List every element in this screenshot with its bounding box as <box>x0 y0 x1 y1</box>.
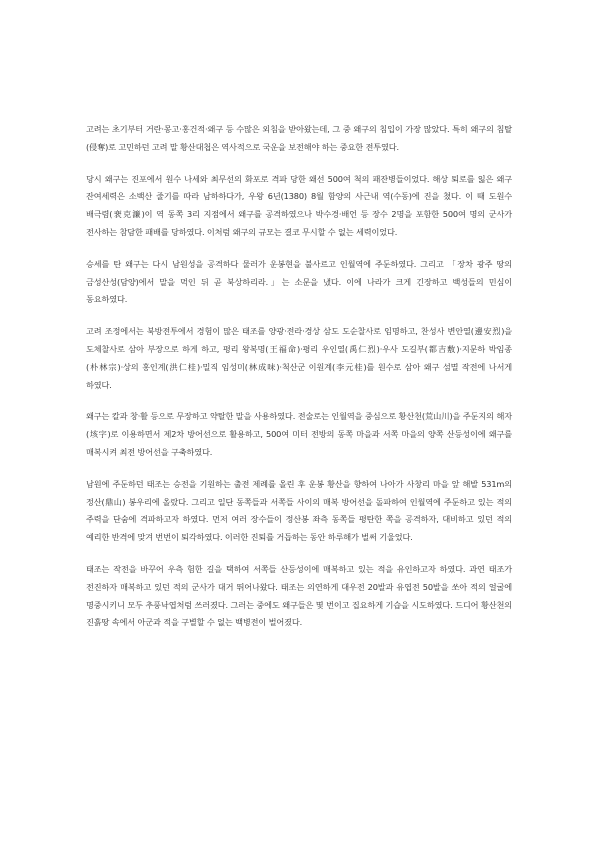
paragraph-intro: 고려는 초기부터 거란·몽고·홍건적·왜구 등 수많은 외침을 받아왔는데, 그 중 왜구의 침입이 가장 많았다. 특히 왜구의 침탈(侵奪)로 고민하던 고려 말 황산대첩은 역사적으로 국운을 보전해야 하는 중요한 전투였다. <box>86 124 512 152</box>
paragraph-ambush-battle: 태조는 작전을 바꾸어 우측 험한 길을 택하여 서쪽들 산등성이에 매복하고 있는 적을 유인하고자 하였다. 과연 태조가 전진하자 매복하고 있던 적의 군사가 대거 뛰어나왔다. 태조는 의연하게 대우전 20발과 유엽전 50발을 쏘아 적의 얼굴에 명중시키니 모두 추풍낙엽처럼 쓰러졌다. 그러는 중에도 왜구들은 몇 번이고 집요하게 기습을 시도하였다. 드디어 황산천의 진흙땅 속에서 아군과 적을 구별할 수 없는 백병전이 벌어졌다. <box>86 563 512 628</box>
paragraph-pirate-tactics: 왜구는 칼과 창·활 등으로 무장하고 약탈한 말을 사용하였다. 전술로는 인월역을 중심으로 황산천(荒山川)을 주둔지의 해자(垓字)로 이용하면서 제2차 방어선으로 활용하고, 500여 미터 전방의 동쪽 마을과 서쪽 마을의 양쪽 산등성이에 왜구를 매복시켜 최전 방어선을 구축하였다. <box>86 411 512 457</box>
paragraph-jinpo-remnants: 당시 왜구는 진포에서 원수 나세와 최무선의 화포로 격파 당한 왜선 500여 척의 패잔병들이었다. 해상 퇴로를 잃은 왜구 잔여세력은 소백산 줄기를 따라 남하하다가, 우왕 6년(1380) 8월 함양의 사근내 역(수동)에 진을 쳤다. 이 때 도원수 배극렴(裵克濂)이 역 동쪽 3리 지점에서 왜구를 공격하였으나 박수경·배언 등 장수 2명을 포함한 500여 명의 군사가 전사하는 참담한 패배를 당하였다. 이처럼 왜구의 규모는 결코 무시할 수 없는 세력이었다. <box>86 173 512 237</box>
paragraph-inwol-station: 승세를 탄 왜구는 다시 남원성을 공격하다 물러가 운봉현을 불사르고 인월역에 주둔하였다. 그리고 「장차 광주 땅의 금성산성(담양)에서 말을 먹인 뒤 곧 북상하리라.」는 소문을 냈다. 이에 나라가 크게 긴장하고 백성들의 민심이 동요하였다. <box>86 258 512 305</box>
document-body <box>86 121 512 646</box>
paragraph-jeongsan-attack: 남원에 주둔하던 태조는 승전을 기원하는 출전 제례를 올린 후 운봉 황산을 향하여 나아가 사창리 마을 앞 해발 531m의 정산(鼎山) 봉우리에 올랐다. 그리고 일단 동쪽들과 서쪽들 사이의 매복 방어선을 돌파하여 인월역에 주둔하고 있는 적의 주력을 단숨에 격파하고자 하였다. 먼저 여러 장수들이 정산봉 좌측 동쪽들 평탄한 쪽을 공격하자, 대비하고 있던 적의 예리한 반격에 맞겨 번번이 퇴각하였다. 이러한 진퇴를 거듭하는 동안 하루해가 벌써 기울었다. <box>86 478 512 543</box>
paragraph-court-appointment: 고려 조정에서는 북방전투에서 경험이 많은 태조를 양광·전라·경상 삼도 도순찰사로 임명하고, 찬성사 변안열(邊安烈)을 도체찰사로 삼아 부장으로 하게 하고, 평리 왕복명(王福命)·평리 우인열(禹仁烈)·우사 도길부(都吉敷)·지문하 박임종(朴林宗)·상의 홍인계(洪仁桂)·밀직 임성미(林成味)·척산군 이원계(李元桂)를 원수로 삼아 왜구 섬멸 작전에 나서게 하였다. <box>86 326 512 390</box>
